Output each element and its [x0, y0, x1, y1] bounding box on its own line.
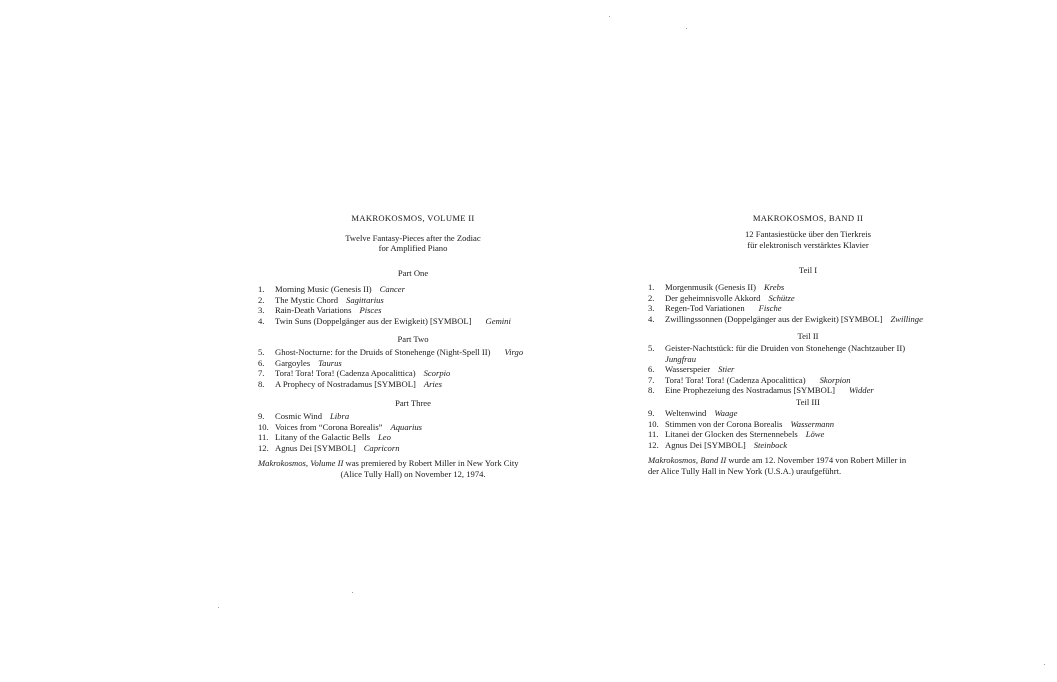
item-title: A Prophecy of Nostradamus [SYMBOL]: [275, 378, 416, 389]
item-title: Agnus Dei [SYMBOL]: [665, 439, 746, 450]
item-number: 5.: [258, 347, 265, 357]
list-item: [648, 282, 968, 293]
item-number: 3.: [648, 303, 655, 314]
english-part-two-list: [258, 347, 568, 389]
list-item: [648, 364, 968, 375]
list-item: [258, 295, 568, 306]
zodiac-sign: Wassermann: [790, 418, 835, 429]
list-item: [648, 385, 968, 396]
item-number: 8.: [648, 385, 655, 396]
item-title: Der geheimnisvolle Akkord: [665, 292, 761, 303]
list-item: [648, 419, 968, 430]
item-title: Wasserspeier: [665, 364, 711, 375]
scan-speck: [352, 592, 353, 593]
note-line-2: (Alice Tully Hall) on November 12, 1974.: [340, 468, 486, 479]
english-premiere-note: [258, 458, 568, 479]
scan-speck: [686, 28, 687, 29]
scan-speck: [218, 607, 219, 608]
list-item: [258, 305, 568, 316]
zodiac-sign: Aquarius: [390, 421, 422, 432]
list-item: [258, 422, 568, 433]
item-title: Gargoyles: [275, 357, 311, 368]
item-number: 6.: [648, 364, 655, 375]
item-number: 7.: [648, 374, 655, 385]
zodiac-sign: Schütze: [768, 292, 795, 303]
item-title: Rain-Death Variations: [275, 305, 352, 316]
note-line-2: der Alice Tully Hall in New York (U.S.A.) uraufgeführt.: [648, 465, 842, 476]
english-part-one-heading: Part One: [397, 268, 429, 278]
note-work-title: Makrokosmos, Band II: [648, 455, 727, 465]
item-number: 12.: [648, 439, 659, 450]
note-text: wurde am 12. November 1974 von Robert Miller in: [728, 455, 907, 465]
german-teil-one-list: [648, 282, 968, 324]
zodiac-sign: Stier: [718, 364, 735, 375]
item-title: Ghost-Nocturne: for the Druids of Stonehenge (Night-Spell II): [275, 347, 491, 357]
list-item: [648, 375, 968, 386]
zodiac-sign: Aries: [423, 378, 442, 389]
list-item: [258, 358, 568, 369]
item-title: Litany of the Galactic Bells: [275, 432, 370, 443]
item-number: 7.: [258, 368, 265, 379]
item-number: 1.: [258, 284, 265, 294]
item-number: 3.: [258, 305, 265, 316]
english-part-three-heading: Part Three: [395, 398, 431, 408]
list-item: [648, 440, 968, 451]
german-subtitle-line2: für elektronisch verstärktes Klavier: [747, 240, 869, 250]
english-subtitle-line1: Twelve Fantasy-Pieces after the Zodiac: [345, 233, 481, 243]
item-title: Litanei der Glocken des Sternennebels: [665, 429, 798, 440]
item-number: 9.: [258, 411, 265, 421]
list-item: [258, 432, 568, 443]
item-title: Regen-Tod Variationen: [665, 303, 745, 314]
zodiac-sign: Krebs: [764, 282, 785, 292]
item-number: 11.: [258, 432, 269, 443]
list-item: [258, 316, 568, 327]
item-title: The Mystic Chord: [275, 294, 339, 305]
zodiac-sign: Taurus: [318, 357, 342, 368]
zodiac-sign: Fische: [758, 303, 782, 314]
item-number: 6.: [258, 357, 265, 368]
item-number: 4.: [258, 315, 265, 326]
english-title: MAKROKOSMOS, VOLUME II: [351, 213, 475, 223]
list-item: [258, 368, 568, 379]
zodiac-sign: Capricorn: [363, 442, 400, 453]
list-item-continuation: [648, 354, 968, 365]
note-work-title: Makrokosmos, Volume II: [258, 458, 344, 468]
item-title: Tora! Tora! Tora! (Cadenza Apocalittica): [275, 368, 416, 379]
zodiac-sign: Gemini: [485, 315, 511, 326]
german-teil-two-heading: Teil II: [797, 331, 819, 341]
list-item: [648, 293, 968, 304]
list-item: [258, 379, 568, 390]
item-number: 4.: [648, 313, 655, 324]
german-teil-one-heading: Teil I: [798, 265, 818, 275]
zodiac-sign: Pisces: [359, 305, 382, 316]
list-item: [258, 411, 568, 422]
item-title: Agnus Dei [SYMBOL]: [275, 442, 356, 453]
zodiac-sign: Leo: [377, 432, 391, 443]
item-number: 2.: [648, 292, 655, 303]
note-text: was premiered by Robert Miller in New York City: [345, 458, 519, 468]
german-premiere-note: [648, 455, 968, 476]
german-teil-three-heading: Teil III: [796, 397, 820, 407]
item-number: 10.: [648, 418, 659, 429]
zodiac-sign: Jungfrau: [665, 353, 697, 364]
item-title: Twin Suns (Doppelgänger aus der Ewigkeit) [SYMBOL]: [275, 315, 472, 326]
list-item: [648, 343, 968, 354]
zodiac-sign: Cancer: [379, 284, 405, 294]
note-line: [258, 458, 568, 469]
item-number: 12.: [258, 442, 269, 453]
item-title: Zwillingssonnen (Doppelgänger aus der Ewigkeit) [SYMBOL]: [665, 313, 883, 324]
zodiac-sign: Scorpio: [423, 368, 451, 379]
item-title: Morgenmusik (Genesis II): [665, 282, 757, 292]
german-teil-two-list: [648, 343, 968, 396]
item-number: 9.: [648, 408, 655, 418]
zodiac-sign: Libra: [330, 411, 350, 421]
list-item: [258, 347, 568, 358]
item-title: Stimmen von der Corona Borealis: [665, 418, 783, 429]
item-number: 2.: [258, 294, 265, 305]
german-title: MAKROKOSMOS, BAND II: [752, 213, 864, 223]
zodiac-sign: Waage: [714, 408, 738, 418]
english-part-three-list: [258, 411, 568, 453]
german-subtitle-line1: 12 Fantasiestücke über den Tierkreis: [744, 229, 872, 239]
zodiac-sign: Widder: [848, 385, 874, 396]
item-title: Eine Prophezeiung des Nostradamus [SYMBOL]: [665, 385, 835, 396]
zodiac-sign: Zwillinge: [890, 313, 923, 324]
english-subtitle-line2: for Amplified Piano: [378, 243, 448, 253]
item-number: 8.: [258, 378, 265, 389]
item-title: Tora! Tora! Tora! (Cadenza Apocalittica): [665, 374, 806, 385]
scan-speck: [1044, 664, 1045, 665]
list-item: [648, 429, 968, 440]
item-title: Morning Music (Genesis II): [275, 284, 372, 294]
item-number: 11.: [648, 429, 659, 440]
item-title: Weltenwind: [665, 408, 707, 418]
item-number: 10.: [258, 421, 269, 432]
zodiac-sign: Löwe: [805, 429, 825, 440]
english-part-two-heading: Part Two: [397, 334, 429, 344]
item-title: Geister-Nachtstück: für die Druiden von Stonehenge (Nachtzauber II): [665, 343, 906, 353]
item-number: 5.: [648, 343, 655, 353]
item-number: 1.: [648, 282, 655, 292]
zodiac-sign: Skorpion: [819, 374, 851, 385]
english-part-one-list: [258, 284, 568, 326]
list-item: [648, 408, 968, 419]
note-line: [648, 455, 968, 466]
item-title: Cosmic Wind: [275, 411, 323, 421]
list-item: [258, 443, 568, 454]
zodiac-sign: Virgo: [504, 347, 524, 357]
zodiac-sign: Steinbock: [753, 439, 788, 450]
scan-speck: [609, 16, 610, 17]
item-title: Voices from “Corona Borealis”: [275, 421, 383, 432]
zodiac-sign: Sagittarius: [346, 294, 384, 305]
german-teil-three-list: [648, 408, 968, 450]
list-item: [258, 284, 568, 295]
list-item: [648, 314, 968, 325]
list-item: [648, 303, 968, 314]
